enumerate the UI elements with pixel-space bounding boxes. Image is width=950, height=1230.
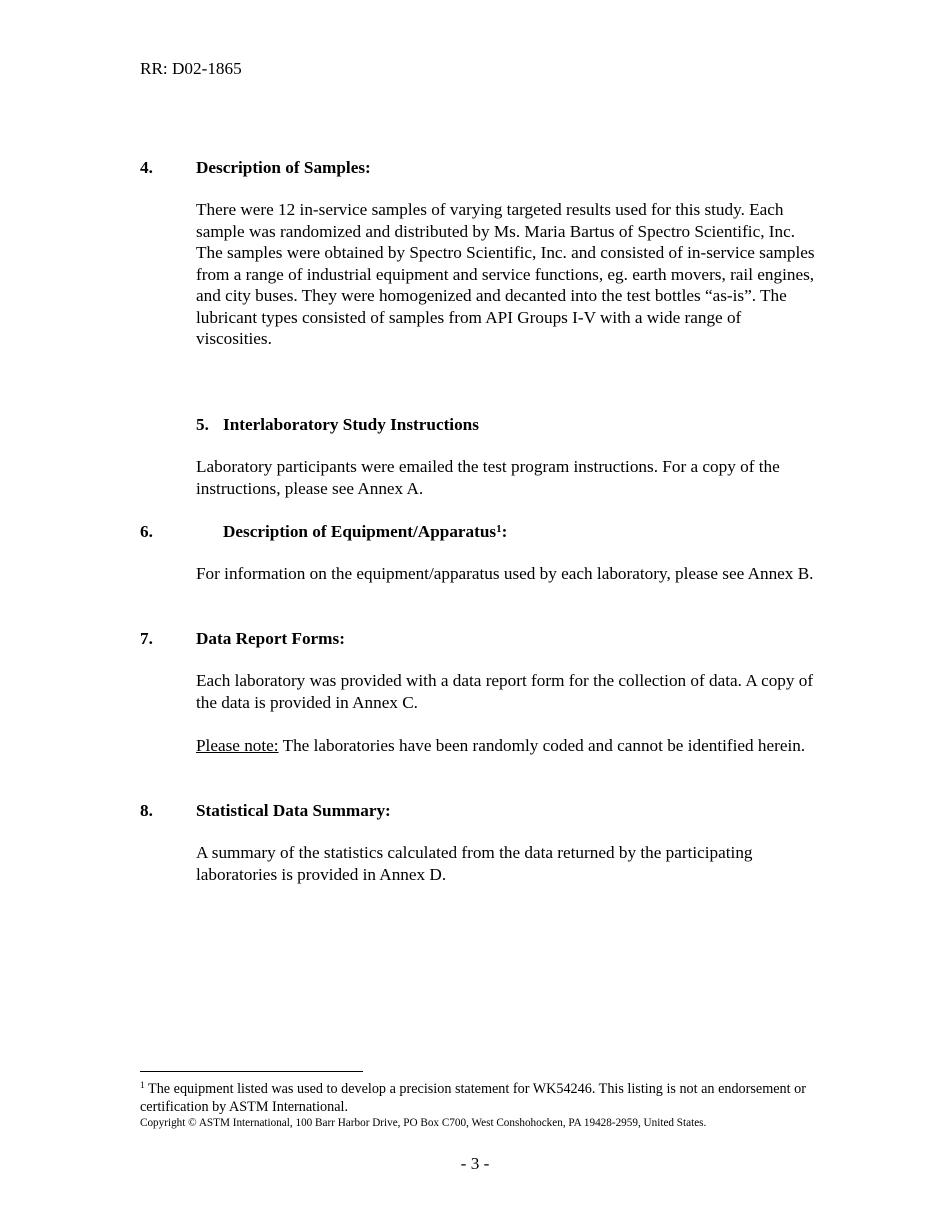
section-5-paragraph: Laboratory participants were emailed the test program instructions. For a copy of the instructions, please see Annex A. xyxy=(196,457,780,498)
footnote-separator xyxy=(140,1071,363,1072)
section-7-body xyxy=(196,670,821,713)
section-7-note xyxy=(196,735,821,757)
copyright-line: Copyright © ASTM International, 100 Barr Harbor Drive, PO Box C700, West Conshohocken, PA 19428-2959, United States. xyxy=(140,1117,707,1129)
section-6-number: 6. xyxy=(140,522,153,541)
footnote-text: The equipment listed was used to develop a precision statement for WK54246. This listing is not an endorsement or certification by ASTM International. xyxy=(140,1081,806,1115)
section-6-title-suffix: : xyxy=(501,522,508,541)
footnote xyxy=(140,1080,840,1116)
section-4-title: Description of Samples: xyxy=(196,158,371,177)
section-8-title: Statistical Data Summary: xyxy=(196,801,391,820)
note-body: The laboratories have been randomly coded and cannot be identified herein. xyxy=(278,736,806,755)
section-8-number: 8. xyxy=(140,801,153,820)
page-number: - 3 - xyxy=(460,1154,490,1173)
section-7-number: 7. xyxy=(140,629,153,648)
section-5-number: 5. xyxy=(196,415,209,434)
section-6-paragraph: For information on the equipment/apparatus used by each laboratory, please see Annex B. xyxy=(196,564,814,583)
footnote-marker: 1 xyxy=(140,1081,145,1091)
section-6-title-text: Description of Equipment/Apparatus xyxy=(223,522,497,541)
section-4-number: 4. xyxy=(140,158,153,177)
section-8-body xyxy=(196,842,821,885)
footnote-ref-1: 1 xyxy=(496,523,502,535)
section-6-title xyxy=(223,521,507,543)
report-id: RR: D02-1865 xyxy=(140,59,242,78)
section-4-body xyxy=(196,199,821,350)
section-5-title: Interlaboratory Study Instructions xyxy=(223,415,479,434)
section-7-title: Data Report Forms: xyxy=(196,629,345,648)
section-6-body xyxy=(196,563,821,585)
note-label: Please note: xyxy=(196,736,279,755)
section-4-paragraph: There were 12 in-service samples of varying targeted results used for this study. Each sample was randomized and distributed by Ms. Maria Bartus of Spectro Scientific, Inc. The samples were obtained by Spectro Scientific, Inc. and consisted of in-service samples from a range of industrial equipment and service functions, eg. earth movers, rail engines, and city buses. They were homogenized and decanted into the test bottles “as-is”. The lubricant types consisted of samples from API Groups I-V with a wide range of viscosities. xyxy=(196,200,815,348)
section-8-paragraph: A summary of the statistics calculated from the data returned by the participating laboratories is provided in Annex D. xyxy=(196,843,753,884)
section-5-body xyxy=(196,456,821,499)
section-7-paragraph: Each laboratory was provided with a data report form for the collection of data. A copy of the data is provided in Annex C. xyxy=(196,671,814,712)
